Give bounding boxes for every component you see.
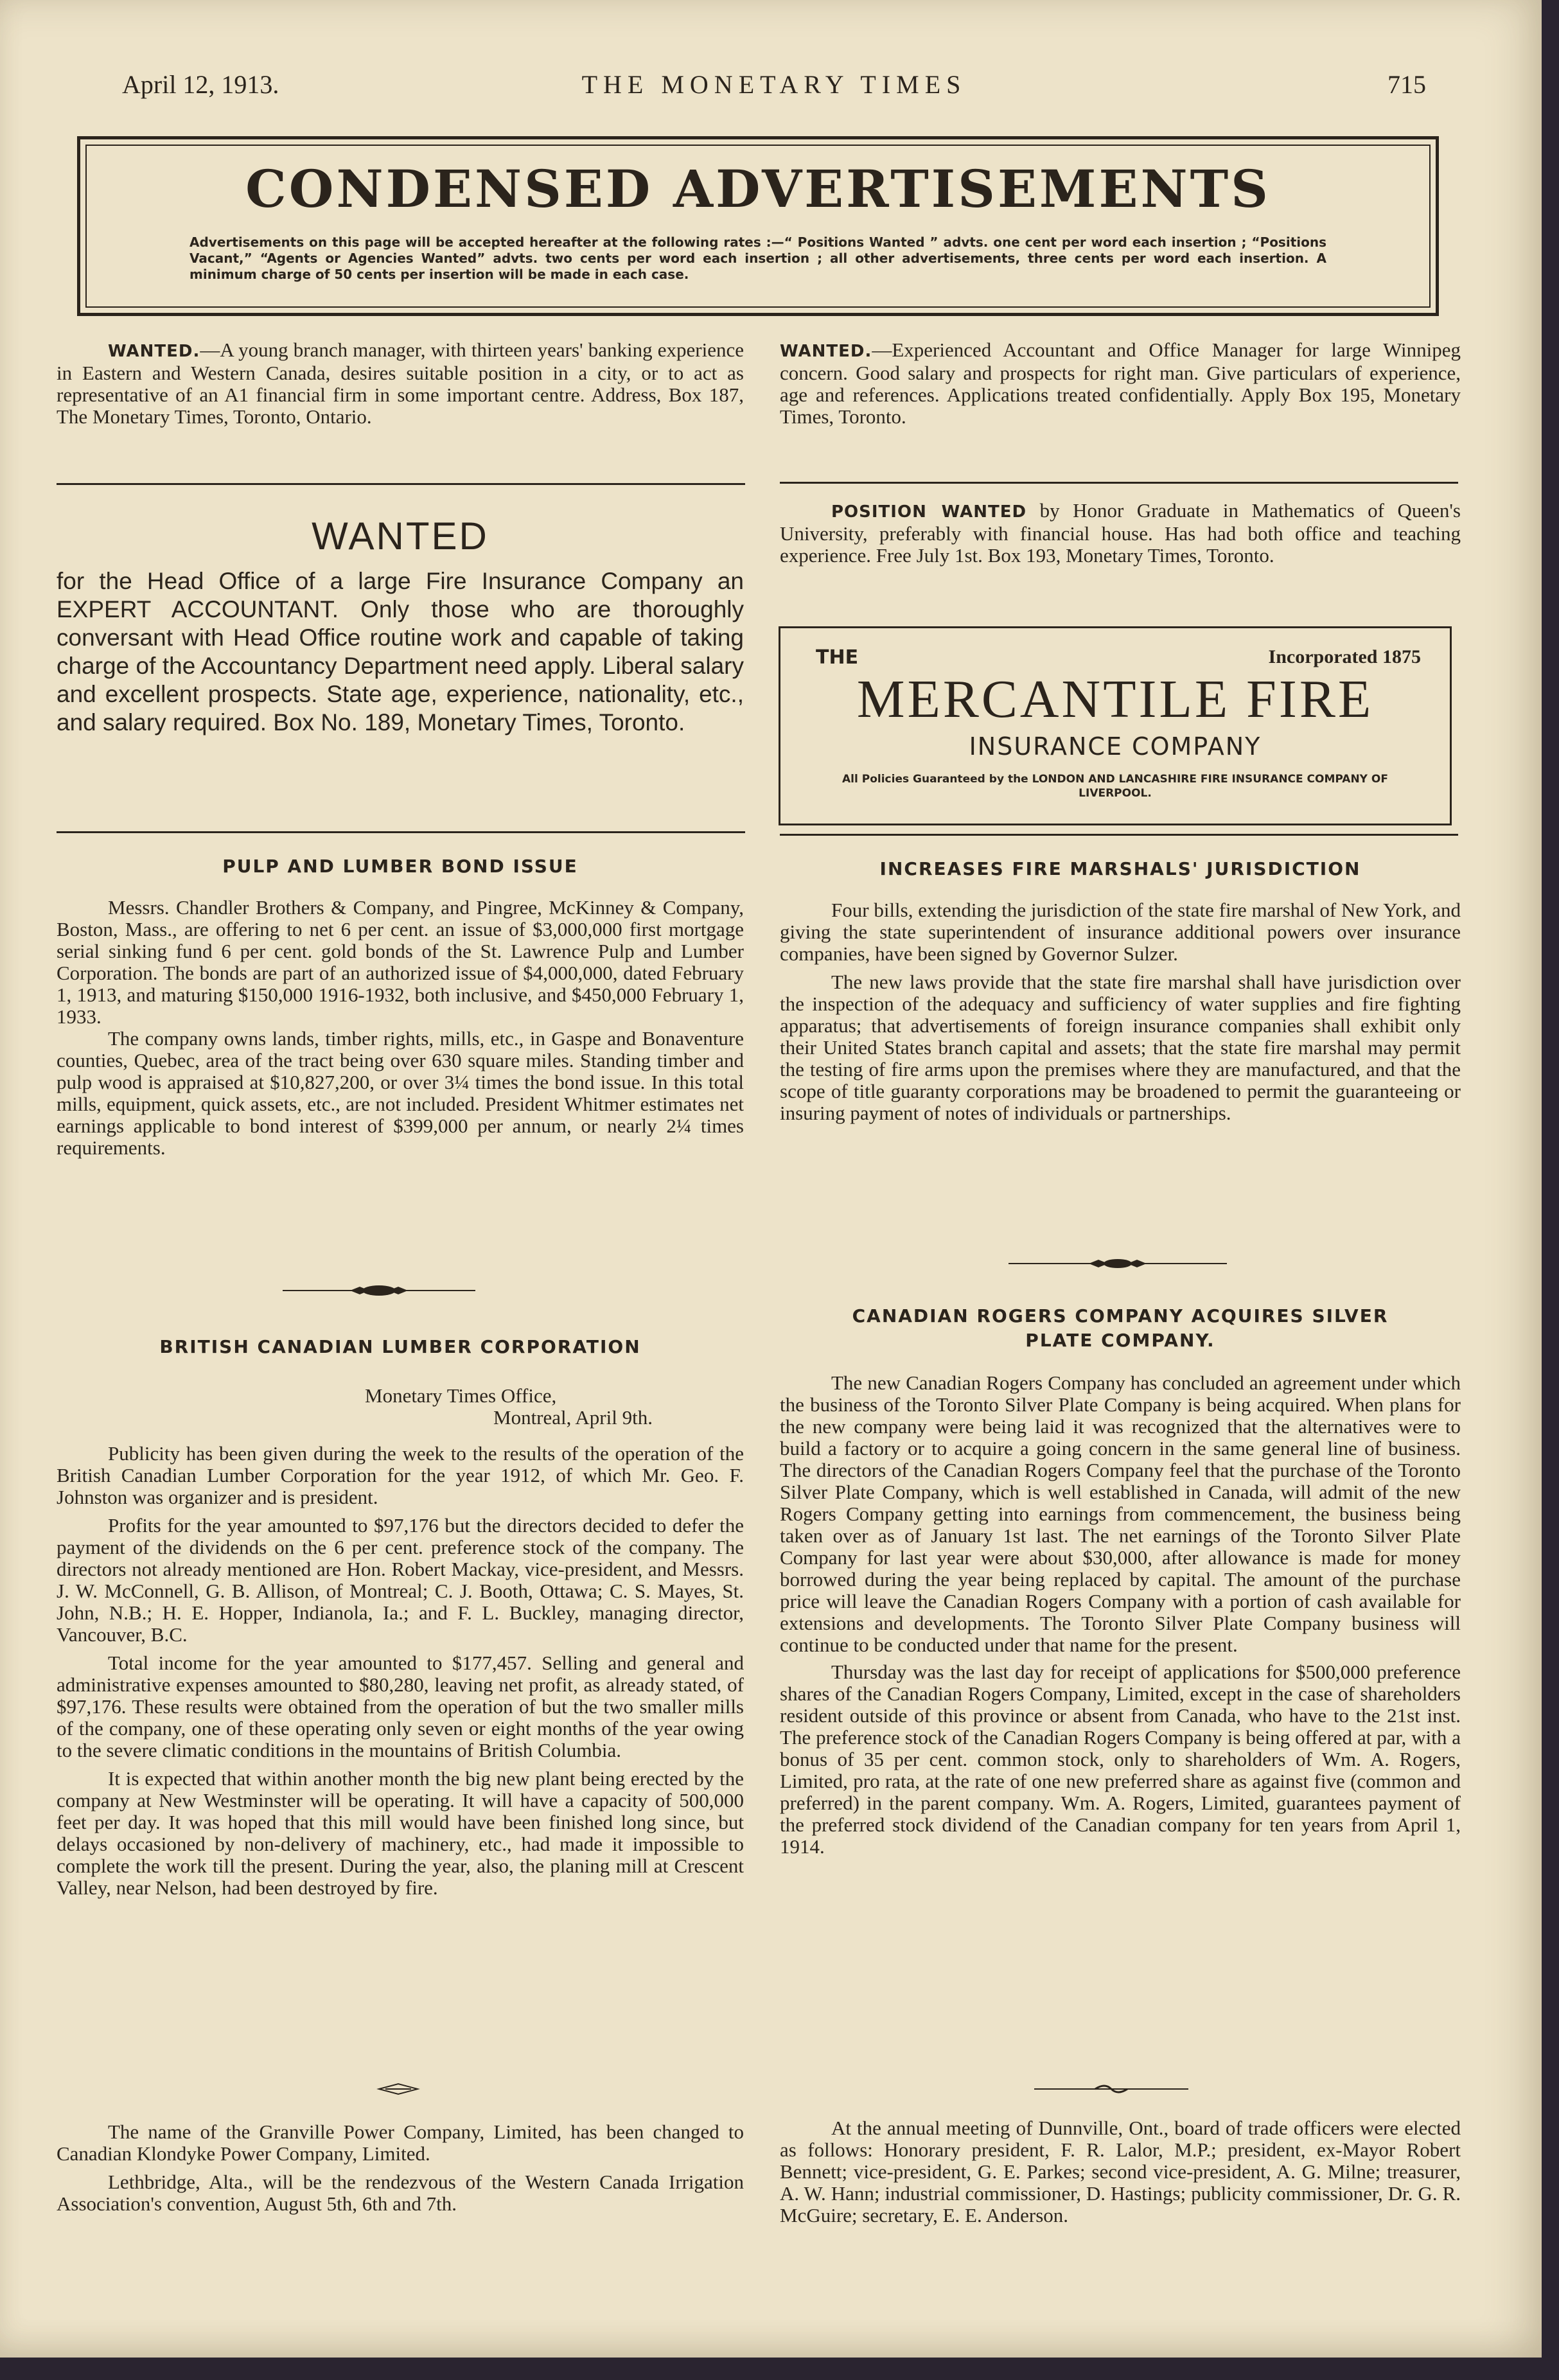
- small-ornament: [366, 2081, 430, 2101]
- article-heading: INCREASES FIRE MARSHALS' JURISDICTION: [879, 858, 1361, 879]
- ad-text: [57, 339, 744, 428]
- article-paragraph: Four bills, extending the jurisdiction of the state fire marshal of New York, and giving the state superintendent of insurance additional powers over insurance companies, have been signed by Governor Sulzer.: [780, 899, 1461, 965]
- ad-body: by Honor Graduate in Mathematics of Queen's University, preferably with financial house. Has had both office and teaching experience. Free July 1st. Box 193, Monetary Times, Toronto.: [780, 499, 1461, 567]
- ad-text: [780, 500, 1461, 567]
- article-paragraph: Profits for the year amounted to $97,176 but the directors decided to defer the payment of the dividends on the 6 per cent. preference stock of the company. The directors not already mentioned are Hon. Robert Mackay, vice-president, and Messrs. J. W. McConnell, G. B. Allison, of Montreal; C. J. Booth, Ottawa; C. S. Mayes, St. John, N.B.; H. E. Hopper, Indianola, Ia.; and F. L. Buckley, managing director, Vancouver, B.C.: [57, 1514, 744, 1646]
- article-paragraph: The new laws provide that the state fire marshal shall have jurisdiction over the inspection of the adequacy and sufficiency of water supplies and fire fighting apparatus; that advertisements of foreign insurance companies shall exhibit only their United States branch capital and assets; that the state fire marshal may permit the testing of fire arms upon the premises where they are manufactured, and that the scope of title guaranty corporations may be broadened to permit the guaranteeing or insuring payment of notes of individuals or partnerships.: [780, 971, 1461, 1124]
- ad-runin: POSITION WANTED: [831, 502, 1027, 522]
- issue-date: April 12, 1913.: [122, 70, 279, 99]
- ad-runin: WANTED.: [780, 342, 872, 361]
- condensed-ads-banner: [77, 136, 1439, 316]
- notice-text: At the annual meeting of Dunnville, Ont., board of trade officers were elected as follows: Honorary president, F. R. Lalor, M.P.; president, ex-Mayor Robert Bennett; vice-president, G. E. Parkes; second vice-president, A. G. Milne; treasurer, A. W. Hann; industrial commissioner, D. Hastings; publicity commissioner, Dr. G. R. McGuire; secretary, E. E. Anderson.: [780, 2117, 1461, 2226]
- article-paragraph: It is expected that within another month the big new plant being erected by the company at New Westminster will be operating. It will have a capacity of 500,000 feet per day. It was hoped that this mill would have been finished long since, but delays occasioned by non-delivery of machinery, etc., had made it impossible to complete the work till the present. During the year, also, the planing mill at Crescent Valley, near Nelson, had been destroyed by fire.: [57, 1767, 744, 1899]
- wanted-title: WANTED: [312, 515, 489, 558]
- article-heading: PULP AND LUMBER BOND ISSUE: [222, 856, 578, 877]
- right-ad-office-manager: [780, 339, 1461, 428]
- right-ad-position-wanted: [780, 500, 1461, 567]
- notice-dunnville: [780, 2117, 1461, 2226]
- ad-body: —A young branch manager, with thirteen years' banking experience in Eastern and Western Canada, desires suitable position in a city, or to act as representative of an A1 financial firm in some important centre. Address, Box 187, The Monetary Times, Toronto, Ontario.: [57, 339, 744, 428]
- mercantile-incorporated: Incorporated 1875: [1268, 646, 1421, 667]
- left-ad-branch-manager: [57, 339, 744, 428]
- ornament-divider: [283, 1281, 475, 1300]
- article-canadian-rogers: [780, 1304, 1461, 1858]
- ornament-divider: [1009, 1254, 1227, 1273]
- mercantile-name: MERCANTILE FIRE: [856, 669, 1374, 729]
- dateline-city: Montreal, April 9th.: [493, 1406, 653, 1429]
- article-paragraph: Messrs. Chandler Brothers & Company, and Pingree, McKinney & Company, Boston, Mass., are offering to net 6 per cent. an issue of $3,000,000 first mortgage serial sinking fund 6 per cent. gold bonds of the St. Lawrence Pulp and Lumber Corporation. The bonds are part of an authorized issue of $4,000,000, dated February 1, 1913, and maturing $150,000 1916-1932, both inclusive, and $450,000 February 1, 1933.: [57, 896, 744, 1028]
- article-heading: BRITISH CANADIAN LUMBER CORPORATION: [159, 1336, 641, 1357]
- ad-body: —Experienced Accountant and Office Manager for large Winnipeg concern. Good salary and prospects for right man. Give particulars of experience, age and references. Applications treated confidentially. Apply Box 195, Monetary Times, Toronto.: [780, 339, 1461, 428]
- section-rule: [57, 831, 745, 833]
- section-rule: [57, 483, 745, 485]
- mercantile-the: THE: [816, 646, 859, 669]
- notice-granville: [57, 2121, 744, 2215]
- publication-title: THE MONETARY TIMES: [581, 70, 967, 99]
- left-ad-expert-accountant: [57, 514, 744, 737]
- condensed-ads-title: CONDENSED ADVERTISEMENTS: [245, 159, 1271, 219]
- article-paragraph: The company owns lands, timber rights, mills, etc., in Gaspe and Bonaventure counties, Quebec, area of the tract being over 630 square miles. Standing timber and pulp wood is appraised at $10,827,200, or over 3¼ times the bond issue. In this total mills, equipment, quick assets, etc., are not included. President Whitmer estimates net earnings applicable to bond interest of $399,000 per annum, or nearly 2¼ times requirements.: [57, 1027, 744, 1159]
- article-heading-line2: PLATE COMPANY.: [1025, 1330, 1215, 1351]
- article-paragraph: Total income for the year amounted to $177,457. Selling and general and administrative expenses amounted to $80,280, leaving net profit, as already stated, of $97,176. These results were obtained from the operation of but the two smaller mills of the company, one of these operating only seven or eight months of the year owing to the severe climatic conditions in the mountains of British Columbia.: [57, 1652, 744, 1761]
- section-rule: [780, 834, 1458, 836]
- article-pulp-lumber: [57, 854, 744, 1159]
- wanted-body: for the Head Office of a large Fire Insurance Company an EXPERT ACCOUNTANT. Only those who are thoroughly conversant with Head Office routine work and capable of taking charge of the Accountancy Department need apply. Liberal salary and excellent prospects. State age, experience, nationality, etc., and salary required. Box No. 189, Monetary Times, Toronto.: [57, 568, 744, 736]
- article-paragraph: Thursday was the last day for receipt of applications for $500,000 preference shares of the Canadian Rogers Company, Limited, except in the case of shareholders resident outside of this province or absent from Canada, who have to the 21st inst. The preference stock of the Canadian Rogers Company is being offered at par, with a bonus of 35 per cent. common stock, only to shareholders of Wm. A. Rogers, Limited, pro rata, at the rate of one new preferred share as against five (common and preferred) in the parent company. Wm. A. Rogers, Limited, guarantees payment of the preferred stock dividend of the Canadian company for ten years from April 1, 1914.: [780, 1661, 1461, 1858]
- article-fire-marshals: [780, 857, 1461, 1124]
- ornament-divider: [1034, 2081, 1188, 2101]
- section-rule: [780, 482, 1458, 484]
- ad-text: [780, 339, 1461, 428]
- notice-text: The name of the Granville Power Company, Limited, has been changed to Canadian Klondyke Power Company, Limited.: [57, 2120, 744, 2165]
- dateline-office: Monetary Times Office,: [365, 1384, 557, 1407]
- article-paragraph: Publicity has been given during the week to the results of the operation of the British Canadian Lumber Corporation for the year 1912, of which Mr. Geo. F. Johnston was organizer and is president.: [57, 1442, 744, 1508]
- mercantile-subtitle: INSURANCE COMPANY: [969, 732, 1262, 761]
- mercantile-guarantee: All Policies Guaranteed by the LONDON AND LANCASHIRE FIRE INSURANCE COMPANY OF LIVERPOOL.: [842, 773, 1388, 800]
- running-head: [122, 69, 1426, 108]
- advertising-rates: Advertisements on this page will be accepted hereafter at the following rates :—“ Positions Wanted ” advts. one cent per word each insertion ; “Positions Vacant,” “Agents or Agencies Wanted” advts. two cents per word each insertion ; all other advertisements, three cents per word each insertion. A minimum charge of 50 cents per insertion will be made in each case.: [189, 234, 1326, 282]
- page-number: 715: [1387, 70, 1426, 99]
- article-british-canadian-lumber: [57, 1335, 744, 1899]
- mercantile-fire-ad: [779, 626, 1452, 825]
- notice-lethbridge: Lethbridge, Alta., will be the rendezvous of the Western Canada Irrigation Association's convention, August 5th, 6th and 7th.: [57, 2171, 744, 2215]
- article-heading: CANADIAN ROGERS COMPANY ACQUIRES SILVER: [852, 1305, 1389, 1327]
- article-paragraph: The new Canadian Rogers Company has concluded an agreement under which the business of the Toronto Silver Plate Company is being acquired. When plans for the new company were being laid it was recognized that the alternatives were to build a factory or to acquire a going concern in the same general line of business. The directors of the Canadian Rogers Company feel that the purchase of the Toronto Silver Plate Company, which is well established in Canada, will admit of the new Rogers Company getting into earnings from commencement, the business being taken over as of January 1st last. The net earnings of the Toronto Silver Plate Company for last year were about $30,000, after allowance is made for money borrowed during the year being replaced by capital. The amount of the purchase price will leave the Canadian Rogers Company with a portion of cash available for extensions and developments. The Toronto Silver Plate Company business will continue to be conducted under that name for the present.: [780, 1371, 1461, 1656]
- ad-runin: WANTED.: [108, 342, 200, 361]
